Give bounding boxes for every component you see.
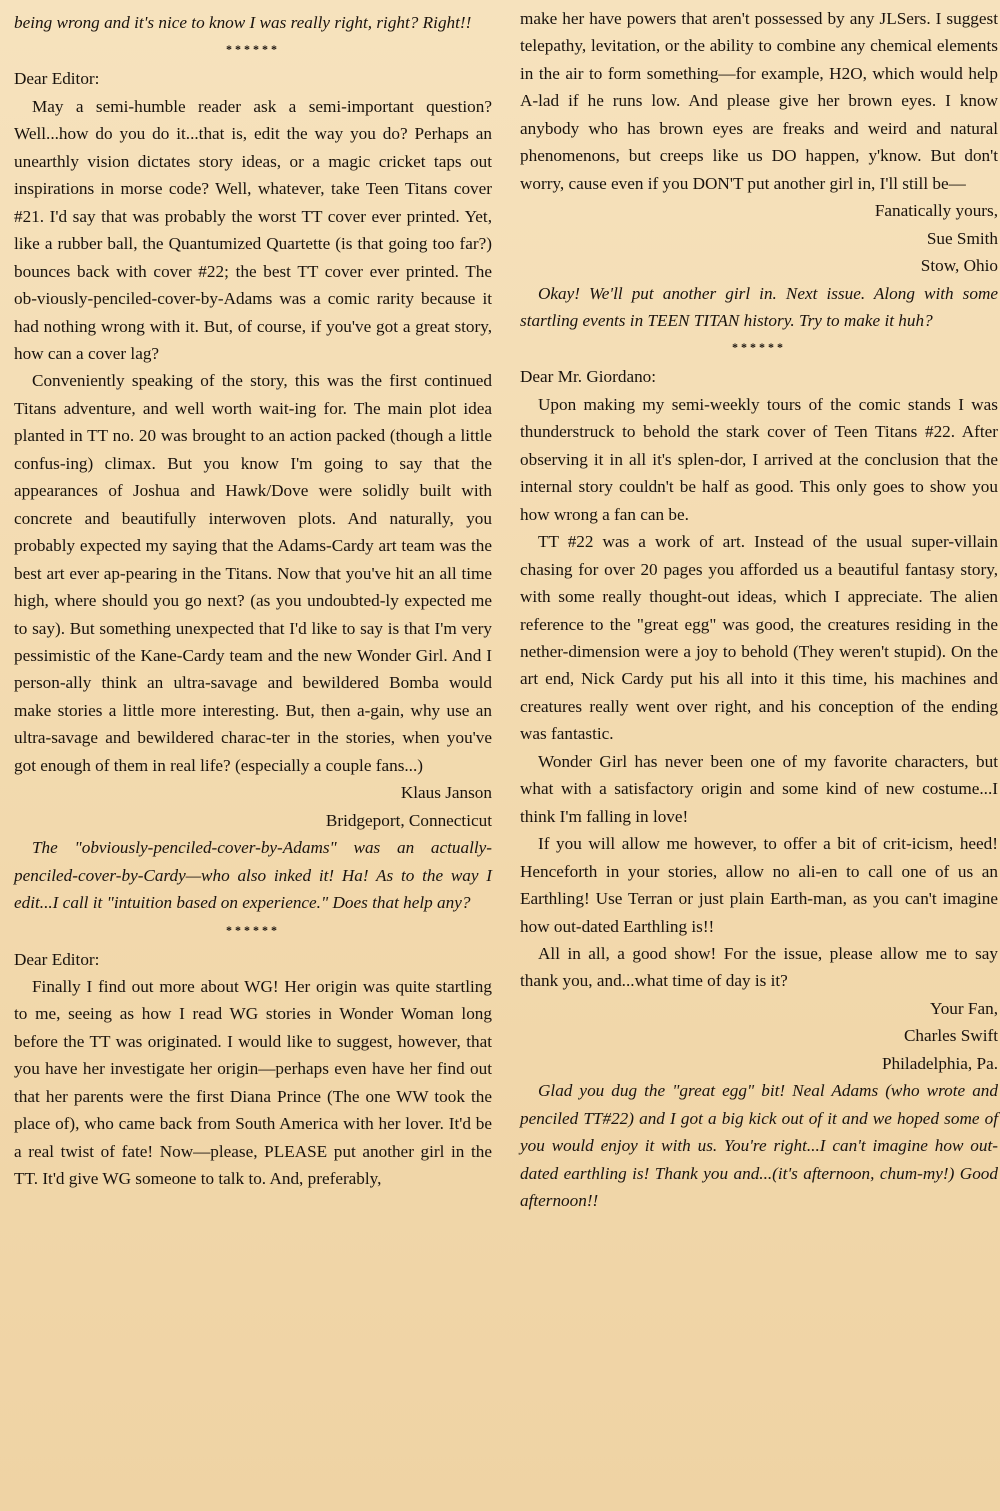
editor-reply: Okay! We'll put another girl in. Next issue. Along with some startling events in TEEN TITAN history. Try to make it huh? (520, 283, 998, 330)
letter-paragraph: make her have powers that aren't possessed by any JLSers. I suggest telepathy, levitation, or the ability to combine any chemical elements in the air to form something—for example, H2O, which would help A-lad if he runs low. And please give her brown eyes. I know anybody who has brown eyes are freaks and weird and natural phenomenons, but creeps like us DO happen, y'know. But don't worry, cause even if you DON'T put another girl in, I'll still be— (520, 9, 998, 193)
letter-salutation: Dear Editor: (14, 949, 100, 969)
letter-paragraph: If you will allow me however, to offer a bit of crit-icism, heed! Henceforth in your stories, allow no ali-en to call one of us an Earthling! Use Terran or just plain Earth-man, as you can't imagine how out-dated Earthling is!! (520, 834, 998, 936)
separator: ****** (226, 42, 280, 57)
intro-text: being wrong and it's nice to know I was really right, right? Right!! (14, 13, 472, 32)
signature-line: Stow, Ohio (920, 256, 998, 276)
signature-line: Charles Swift (903, 1026, 998, 1046)
letter-paragraph: All in all, a good show! For the issue, please allow me to say thank you, and...what time of day is it? (520, 943, 998, 991)
signature-line: Your Fan, (930, 998, 998, 1018)
letter-paragraph: Conveniently speaking of the story, this was the first continued Titans adventure, and well worth wait-ing for. The main plot idea planted in TT no. 20 was brought to an action packed (though a little confus-ing) climax. But you know I'm going to say that the appearances of Joshua and Hawk/Dove were solidly built with concrete and beautifully interwoven plots. And naturally, you probably expected my saying that the Adams-Cardy art team was the best art ever ap-pearing in the Titans. Now that you've hit an all time high, where should you go next? (as you undoubted-ly expected me to say). But something unexpected that I'd like to say is that I'm very pessimistic of the Kane-Cardy team and the new Wonder Girl. And I person-ally think an ultra-savage and bewildered Bomba would make stories a little more interesting. But, then a-gain, why use an ultra-savage and bewildered charac-ter in the stories, when you've got enough of them in real life? (especially a couple fans...) (14, 371, 492, 775)
signature-line: Sue Smith (926, 228, 998, 248)
left-column (14, 9, 492, 1193)
letter-signature (520, 197, 998, 279)
letter-paragraph: Finally I find out more about WG! Her origin was quite startling to me, seeing as how I read WG stories in Wonder Woman long before the TT was originated. I would like to suggest, however, that you have her investigate her origin—perhaps even have her find out that her parents were the first Diana Prince (The one WW took the place of), who came back from South America with her lover. It'd be a real twist of fate! Now—please, PLEASE put another girl in the TT. It'd give WG someone to talk to. And, preferably, (14, 976, 492, 1189)
letter-signature (14, 779, 492, 834)
letter-paragraph: TT #22 was a work of art. Instead of the usual super-villain chasing for over 20 pages you afforded us a beautiful fantasy story, with some really thought-out ideas, which I appreciate. The alien reference to the "great egg" was good, the creatures residing in the nether-dimension were a joy to behold (They weren't stupid). On the art end, Nick Cardy put his all into it this time, his machines and creatures really went over right, and his conception of the ending was fantastic. (520, 532, 998, 744)
letter-paragraph: May a semi-humble reader ask a semi-important question? Well...how do you do it...that is, edit the way you do? Perhaps an unearthly vision dictates story ideas, or a magic cricket taps out inspirations in morse code? Well, whatever, take Teen Titans cover #21. I'd say that was probably the worst TT cover ever printed. Yet, like a rubber ball, the Quantumized Quartette (is that going too far?) bounces back with cover #22; the best TT cover ever printed. The ob-viously-penciled-cover-by-Adams was a comic rarity because it had nothing wrong with it. But, of course, if you've got a great story, how can a cover lag? (14, 96, 492, 363)
editor-reply: Glad you dug the "great egg" bit! Neal Adams (who wrote and penciled TT#22) and I got a big kick out of it and we hoped some of you would enjoy it with us. You're right...I can't imagine how out-dated earthling is! Thank you and...(it's afternoon, chum-my!) Good afternoon!! (520, 1081, 998, 1211)
separator: ****** (226, 922, 280, 937)
letter-signature (520, 995, 998, 1077)
signature-line: Bridgeport, Connecticut (325, 810, 492, 830)
signature-line: Klaus Janson (400, 783, 492, 803)
letter-paragraph: Upon making my semi-weekly tours of the comic stands I was thunderstruck to behold the stark cover of Teen Titans #22. After observing it in all it's splen-dor, I arrived at the conclusion that the internal story couldn't be half as good. This only goes to show you how wrong a fan can be. (520, 394, 998, 524)
editor-reply: The "obviously-penciled-cover-by-Adams" was an actually-penciled-cover-by-Cardy—who also inked it! Ha! As to the way I edit...I call it "intuition based on experience." Does that help any? (14, 838, 492, 913)
letter-salutation: Dear Mr. Giordano: (520, 367, 657, 387)
letter-salutation: Dear Editor: (14, 69, 100, 89)
signature-line: Fanatically yours, (874, 201, 998, 221)
separator: ****** (732, 340, 786, 355)
signature-line: Philadelphia, Pa. (882, 1053, 998, 1073)
letter-paragraph: Wonder Girl has never been one of my favorite characters, but what with a satisfactory origin and some kind of new costume...I think I'm falling in love! (520, 751, 998, 826)
right-column (520, 5, 998, 1214)
